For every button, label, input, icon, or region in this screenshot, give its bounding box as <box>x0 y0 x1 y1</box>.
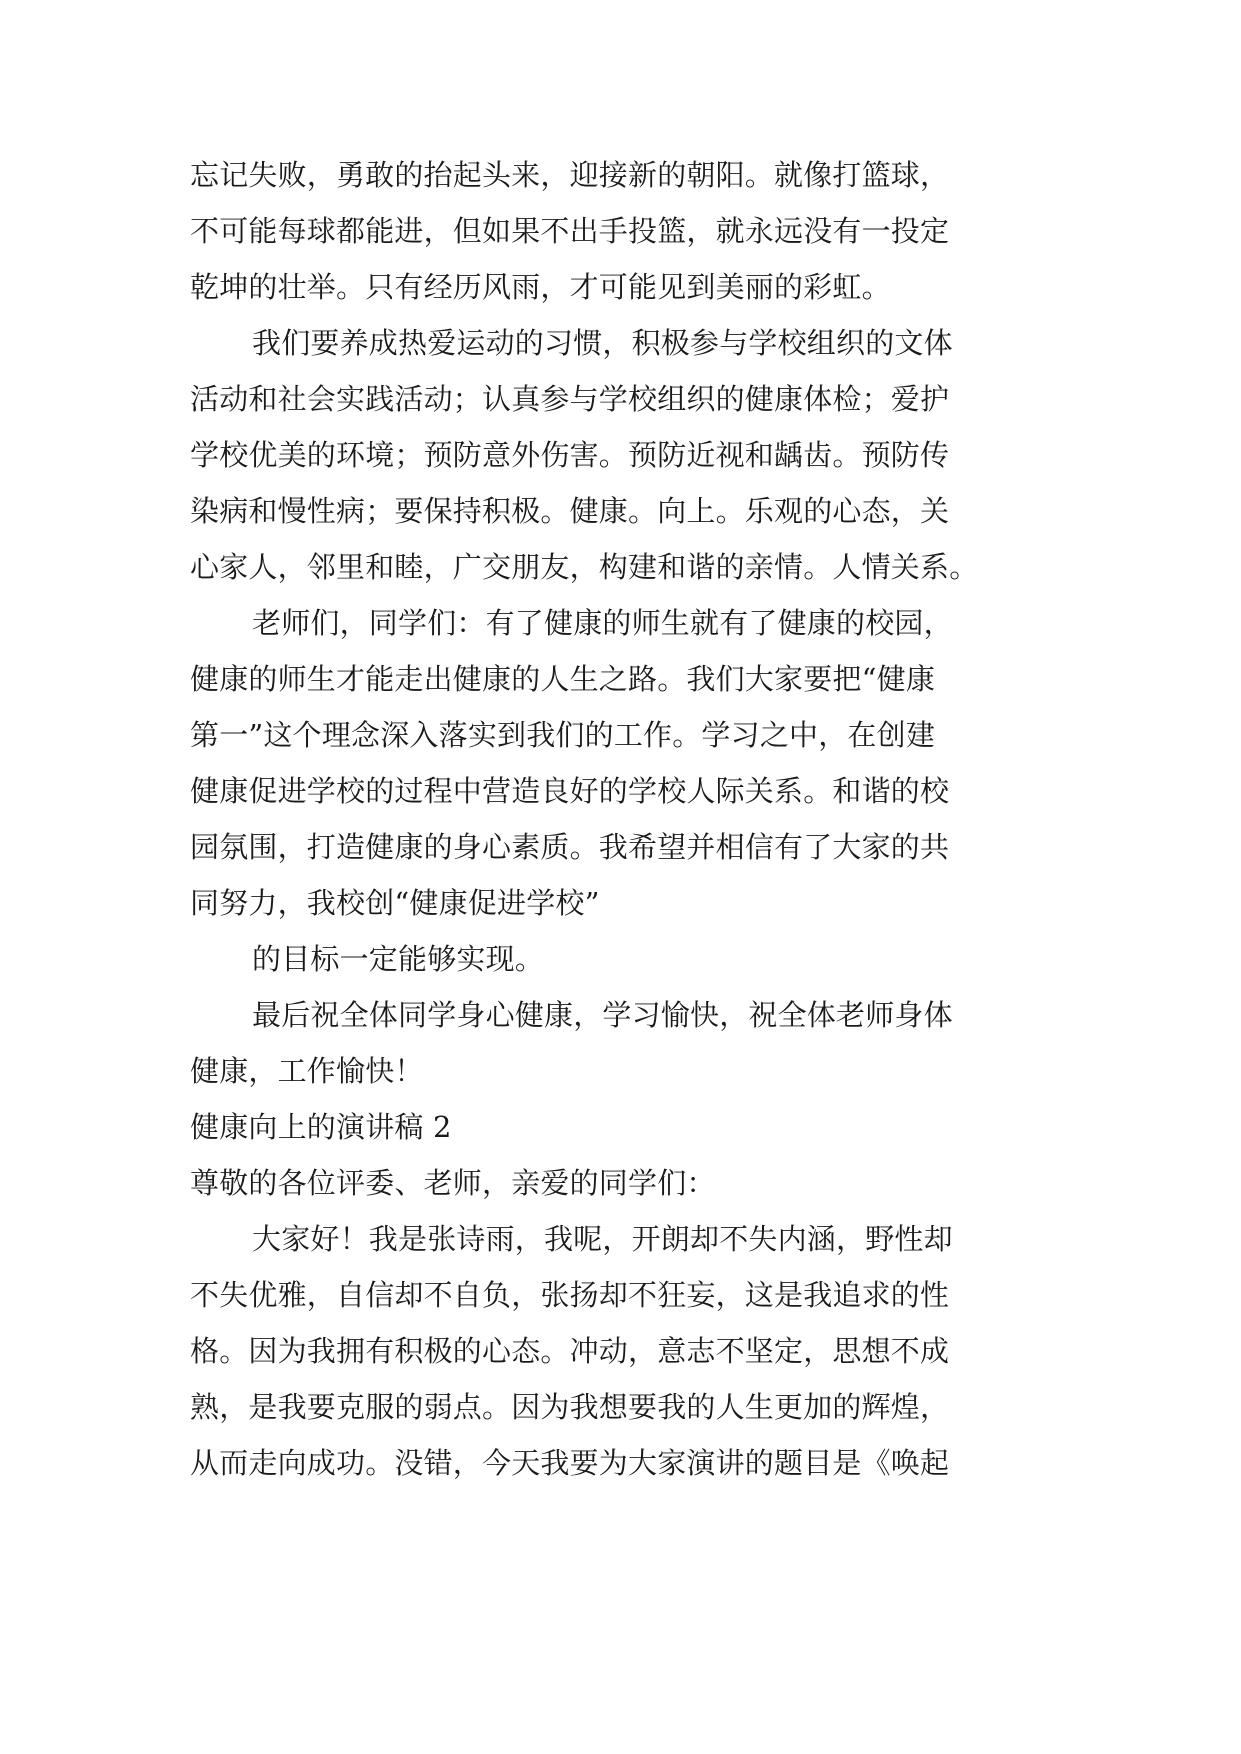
paragraph-line: 心家人，邻里和睦，广交朋友，构建和谐的亲情。人情关系。 <box>190 550 979 584</box>
paragraph-line: 乾坤的壮举。只有经历风雨，才可能见到美丽的彩虹。 <box>190 270 891 304</box>
paragraph-line: 最后祝全体同学身心健康，学习愉快，祝全体老师身体 <box>252 998 953 1032</box>
paragraph-line: 格。因为我拥有积极的心态。冲动，意志不坚定，思想不成 <box>190 1334 950 1368</box>
paragraph-line: 学校优美的环境；预防意外伤害。预防近视和龋齿。预防传 <box>190 438 950 472</box>
paragraph-line: 园氛围，打造健康的身心素质。我希望并相信有了大家的共 <box>190 830 950 864</box>
paragraph-line: 的目标一定能够实现。 <box>252 942 545 976</box>
paragraph-line: 不失优雅，自信却不自负，张扬却不狂妄，这是我追求的性 <box>190 1278 950 1312</box>
paragraph-line: 第一”这个理念深入落实到我们的工作。学习之中，在创建 <box>190 718 936 752</box>
paragraph-line: 忘记失败，勇敢的抬起头来，迎接新的朝阳。就像打篮球， <box>190 158 950 192</box>
salutation: 尊敬的各位评委、老师，亲爱的同学们： <box>190 1166 716 1200</box>
paragraph-line: 老师们，同学们：有了健康的师生就有了健康的校园， <box>252 606 953 640</box>
paragraph-line: 健康促进学校的过程中营造良好的学校人际关系。和谐的校 <box>190 774 950 808</box>
paragraph-line: 健康，工作愉快！ <box>190 1054 424 1088</box>
paragraph-line: 大家好！我是张诗雨，我呢，开朗却不失内涵，野性却 <box>252 1222 953 1256</box>
paragraph-line: 活动和社会实践活动；认真参与学校组织的健康体检；爱护 <box>190 382 950 416</box>
paragraph-line: 熟，是我要克服的弱点。因为我想要我的人生更加的辉煌， <box>190 1390 950 1424</box>
paragraph-line: 健康的师生才能走出健康的人生之路。我们大家要把“健康 <box>190 662 936 696</box>
paragraph-line: 同努力，我校创“健康促进学校” <box>190 886 600 920</box>
paragraph-line: 染病和慢性病；要保持积极。健康。向上。乐观的心态，关 <box>190 494 950 528</box>
paragraph-line: 我们要养成热爱运动的习惯，积极参与学校组织的文体 <box>252 326 953 360</box>
paragraph-line: 不可能每球都能进，但如果不出手投篮，就永远没有一投定 <box>190 214 950 248</box>
paragraph-line: 从而走向成功。没错，今天我要为大家演讲的题目是《唤起 <box>190 1446 950 1480</box>
section-heading: 健康向上的演讲稿 2 <box>190 1110 452 1144</box>
